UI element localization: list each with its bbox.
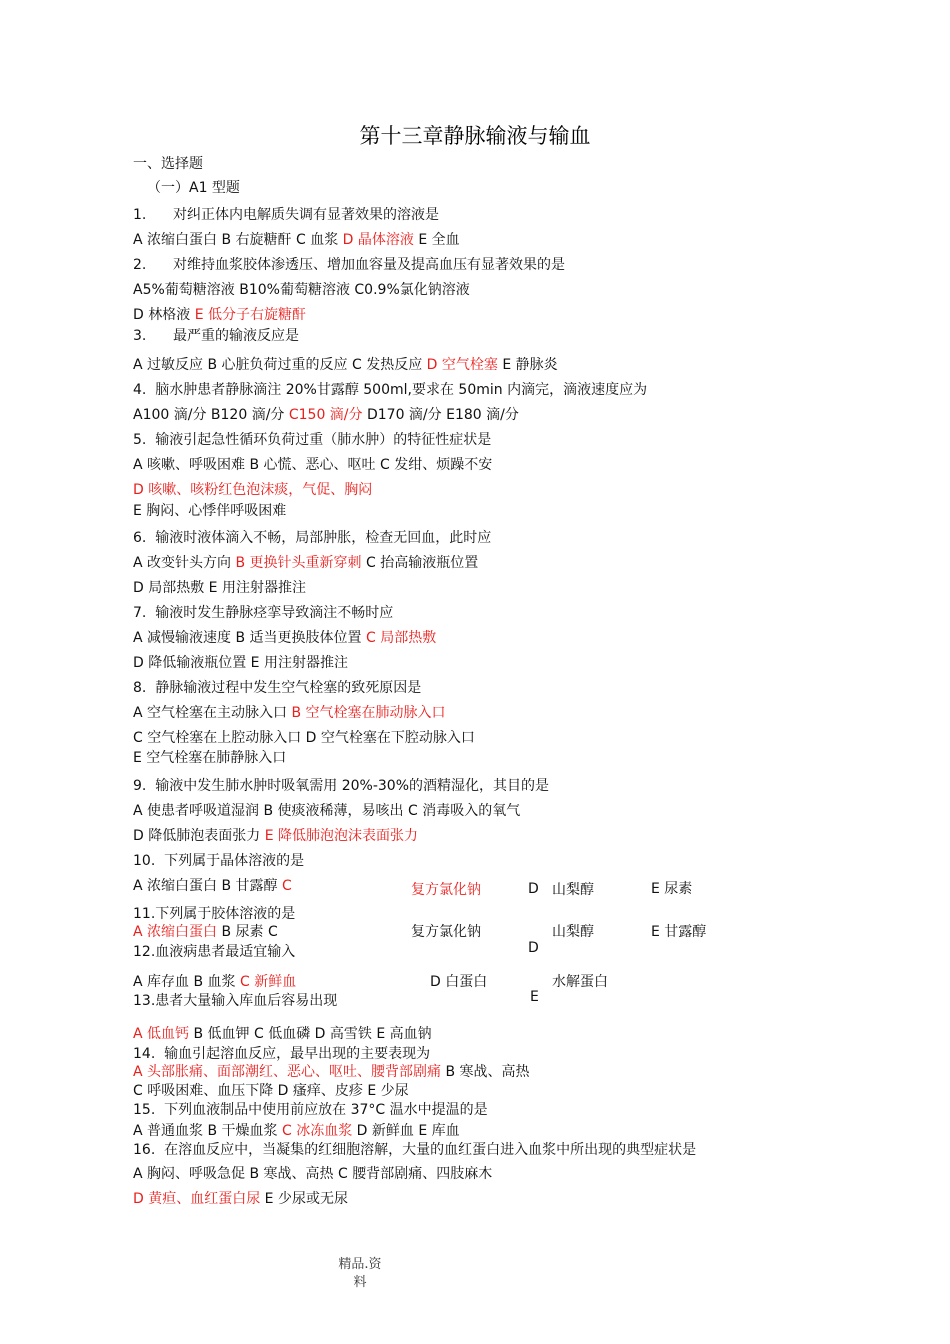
- question-9-answer: E 降低肺泡泡沫表面张力: [264, 828, 418, 844]
- question-6-stem: 6. 输液时液体滴入不畅，局部肿胀，检查无回血，此时应: [133, 530, 492, 546]
- subsection-heading: （一）A1 型题: [147, 180, 240, 196]
- question-1-answer: D 晶体溶液: [342, 232, 414, 248]
- question-10-option-d-text: 山梨醇: [552, 882, 594, 898]
- question-1-options: A 浓缩白蛋白 B 右旋糖酐 C 血浆 D 晶体溶液 E 全血: [133, 232, 460, 248]
- question-16-stem: 16. 在溶血反应中，当凝集的红细胞溶解，大量的血红蛋白进入血浆中所出现的典型症状是: [133, 1142, 697, 1158]
- question-8-options-line2: C 空气栓塞在上腔动脉入口 D 空气栓塞在下腔动脉入口: [133, 730, 475, 746]
- section-heading: 一、选择题: [133, 156, 203, 172]
- question-11-options: A 浓缩白蛋白 B 尿素 C: [133, 924, 278, 940]
- question-7-options-line2: D 降低输液瓶位置 E 用注射器推注: [133, 655, 348, 671]
- page-title: 第十三章静脉输液与输血: [359, 124, 591, 148]
- question-3-stem: 3. 最严重的输液反应是: [133, 328, 300, 344]
- question-14-options-line2: C 呼吸困难、血压下降 D 瘙痒、皮疹 E 少尿: [133, 1083, 409, 1099]
- question-9-options-line2: D 降低肺泡表面张力 E 降低肺泡泡沫表面张力: [133, 828, 418, 844]
- question-11-option-d-text: 山梨醇: [552, 924, 594, 940]
- question-11-option-e: E 甘露醇: [651, 924, 707, 940]
- question-4-stem: 4. 脑水肿患者静脉滴注 20%甘露醇 500ml,要求在 50min 内滴完，滴液速度应为: [133, 382, 648, 398]
- question-9-stem: 9. 输液中发生肺水肿时吸氧需用 20%-30%的酒精湿化，其目的是: [133, 778, 549, 794]
- question-11-option-c-text: 复方氯化钠: [411, 924, 481, 940]
- question-6-options-line2: D 局部热敷 E 用注射器推注: [133, 580, 306, 596]
- question-7-stem: 7. 输液时发生静脉痉挛导致滴注不畅时应: [133, 605, 394, 621]
- question-10-options: A 浓缩白蛋白 B 甘露醇 C: [133, 878, 292, 894]
- question-12-stem: 12.血液病患者最适宜输入: [133, 944, 296, 960]
- question-14-options: A 头部胀痛、面部潮红、恶心、呕吐、腰背部剧痛 B 寒战、高热: [133, 1064, 530, 1080]
- question-10-answer-text: 复方氯化钠: [411, 882, 481, 898]
- question-15-stem: 15. 下列血液制品中使用前应放在 37°C 温水中提温的是: [133, 1102, 488, 1118]
- question-11-answer: A 浓缩白蛋白: [133, 924, 218, 940]
- question-6-answer: B 更换针头重新穿刺: [235, 555, 362, 571]
- question-14-stem: 14. 输血引起溶血反应，最早出现的主要表现为: [133, 1046, 431, 1062]
- question-8-answer: B 空气栓塞在肺动脉入口: [291, 705, 446, 721]
- question-10-stem: 10. 下列属于晶体溶液的是: [133, 853, 305, 869]
- question-5-options-line1: A 咳嗽、呼吸困难 B 心慌、恶心、呕吐 C 发绀、烦躁不安: [133, 457, 493, 473]
- question-11-stem: 11.下列属于胶体溶液的是: [133, 906, 296, 922]
- question-7-answer: C 局部热敷: [365, 630, 437, 646]
- question-9-options-line1: A 使患者呼吸道湿润 B 使痰液稀薄，易咳出 C 消毒吸入的氧气: [133, 803, 521, 819]
- question-3-answer: D 空气栓塞: [426, 357, 498, 373]
- question-11-option-d-label: D: [528, 940, 539, 956]
- question-16-options-line2: D 黄疸、血红蛋白尿 E 少尿或无尿: [133, 1191, 348, 1207]
- question-16-options-line1: A 胸闷、呼吸急促 B 寒战、高热 C 腰背部剧痛、四肢麻木: [133, 1166, 493, 1182]
- question-5-stem: 5. 输液引起急性循环负荷过重（肺水肿）的特征性症状是: [133, 432, 492, 448]
- question-3-options: A 过敏反应 B 心脏负荷过重的反应 C 发热反应 D 空气栓塞 E 静脉炎: [133, 357, 558, 373]
- question-16-answer: D 黄疸、血红蛋白尿: [133, 1191, 261, 1207]
- question-8-options-line3: E 空气栓塞在肺静脉入口: [133, 750, 287, 766]
- question-12-option-e-text: 水解蛋白: [552, 974, 608, 990]
- question-10-option-e: E 尿素: [651, 881, 693, 897]
- question-12-options: A 库存血 B 血浆 C 新鲜血: [133, 974, 297, 990]
- question-14-answer: A 头部胀痛、面部潮红、恶心、呕吐、腰背部剧痛: [133, 1064, 442, 1080]
- footer-line-1: 精品.资: [338, 1257, 382, 1272]
- question-10-option-d-label: D: [528, 881, 539, 897]
- question-5-answer: D 咳嗽、咳粉红色泡沫痰，气促、胸闷: [133, 482, 373, 498]
- question-12-option-d: D 白蛋白: [430, 974, 488, 990]
- question-2-options-line2: D 林格液 E 低分子右旋糖酐: [133, 307, 306, 323]
- question-13-options: A 低血钙 B 低血钾 C 低血磷 D 高雪铁 E 高血钠: [133, 1026, 432, 1042]
- question-13-stem: 13.患者大量输入库血后容易出现: [133, 993, 338, 1009]
- question-10-answer-letter: C: [281, 878, 292, 894]
- question-7-options: A 减慢输液速度 B 适当更换肢体位置 C 局部热敷: [133, 630, 437, 646]
- question-2-stem: 2. 对维持血浆胶体渗透压、增加血容量及提高血压有显著效果的是: [133, 257, 566, 273]
- question-2-options-line1: A5%葡萄糖溶液 B10%葡萄糖溶液 C0.9%氯化钠溶液: [133, 282, 470, 298]
- question-2-answer: E 低分子右旋糖酐: [194, 307, 306, 323]
- question-13-answer: A 低血钙: [133, 1026, 190, 1042]
- question-5-options-line3: E 胸闷、心悸伴呼吸困难: [133, 503, 287, 519]
- question-1-stem: 1. 对纠正体内电解质失调有显著效果的溶液是: [133, 207, 440, 223]
- question-4-answer: C150 滴/分: [288, 407, 363, 423]
- question-12-answer: C 新鲜血: [239, 974, 297, 990]
- question-15-options: A 普通血浆 B 干燥血浆 C 冰冻血浆 D 新鲜血 E 库血: [133, 1123, 460, 1139]
- question-8-options: A 空气栓塞在主动脉入口 B 空气栓塞在肺动脉入口: [133, 705, 446, 721]
- question-12-option-e-label: E: [530, 989, 539, 1005]
- question-15-answer: C 冰冻血浆: [281, 1123, 353, 1139]
- question-6-options: A 改变针头方向 B 更换针头重新穿刺 C 抬高输液瓶位置: [133, 555, 479, 571]
- footer-line-2: 料: [353, 1275, 367, 1290]
- question-8-stem: 8. 静脉输液过程中发生空气栓塞的致死原因是: [133, 680, 422, 696]
- question-4-options: A100 滴/分 B120 滴/分 C150 滴/分 D170 滴/分 E180 滴/分: [133, 407, 519, 423]
